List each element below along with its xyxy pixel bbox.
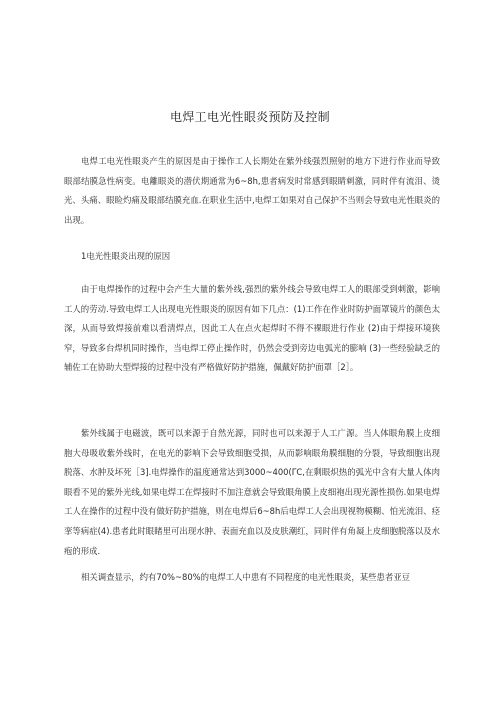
paragraph-ultraviolet: 紫外线属于电磁波，既可以来源于自然光源，同时也可以来源于人工广源。当人体眼角膜上皮细胞大母吸收紫外线时，在电光的影响下会导致细胞受损，从而影响眼角膜细胞的分裂，导致细胞出现脱落、水肿及坏死［3].电焊操作的温度通常达到3000~400(ΓC,在剩眼炽热的弧光中含有大量人体肉眼看不见的紫外光线,如果电焊工在焊接时不加注意就会导致眼角膜上皮细袍出现光源性损伤.如果电焊工人在操作的过程中没有做好防护措施，则在电焊后6~8h后电焊工人会出现视物模糊、怕光流泪、痉挛等病症(4).患者此时眼睹里可出现水肿、表面充血以及皮肤潮红，同时伴有角凝上皮细胞脱落以及水疱的形成.: [64, 428, 440, 556]
paragraph-intro: 电焊工电光性眼炎产生的原因是由于操作工人长期处在紫外线强烈照射的地方下进行作业而导致眼部结膜急性病变。电離眼炎的潜伏期通常为6~8h,患者病发时常感到眼睛刺激，同时伴有流泪、烫光、头痛、眼睑灼痛及眼部结膜充血.在职业生活中,电焊工如果对自己保护不当则会导致电光性眼炎的出现。: [64, 156, 440, 225]
section-heading-causes: 1电光性眼炎出现的原因: [81, 251, 171, 261]
paragraph-survey: 相关调查显示，约有70%~80%的电焊工人中患有不同程度的电光性眼炎，某些患者亚豆: [81, 572, 410, 582]
document-title: 电焊工电光性眼炎预防及控制: [170, 110, 330, 124]
paragraph-causes: 由于电焊操作的过程中会产生大量的紫外线,强烈的紫外线会导致电焊工人的眼部受到刺激，影响工人的劳动.导致电焊工人出现电光性眼炎的原因有如下几点：(1)工作在作业时防护面罩镜片的颜色太深，从而导致焊接前难以看清焊点，因此工人在点火起焊时不得不裸眼进行作业 (2)由于焊接环境狭窄，导致多台焊机同时操作，当电焊工停止操作时，仍然会受到旁边电弧光的膨响 (3)一些经验缺乏的辅佐工在协助大型焊接的过程中没有严格做好防护措施，佩戴好防护面罩［2］。: [64, 284, 440, 373]
